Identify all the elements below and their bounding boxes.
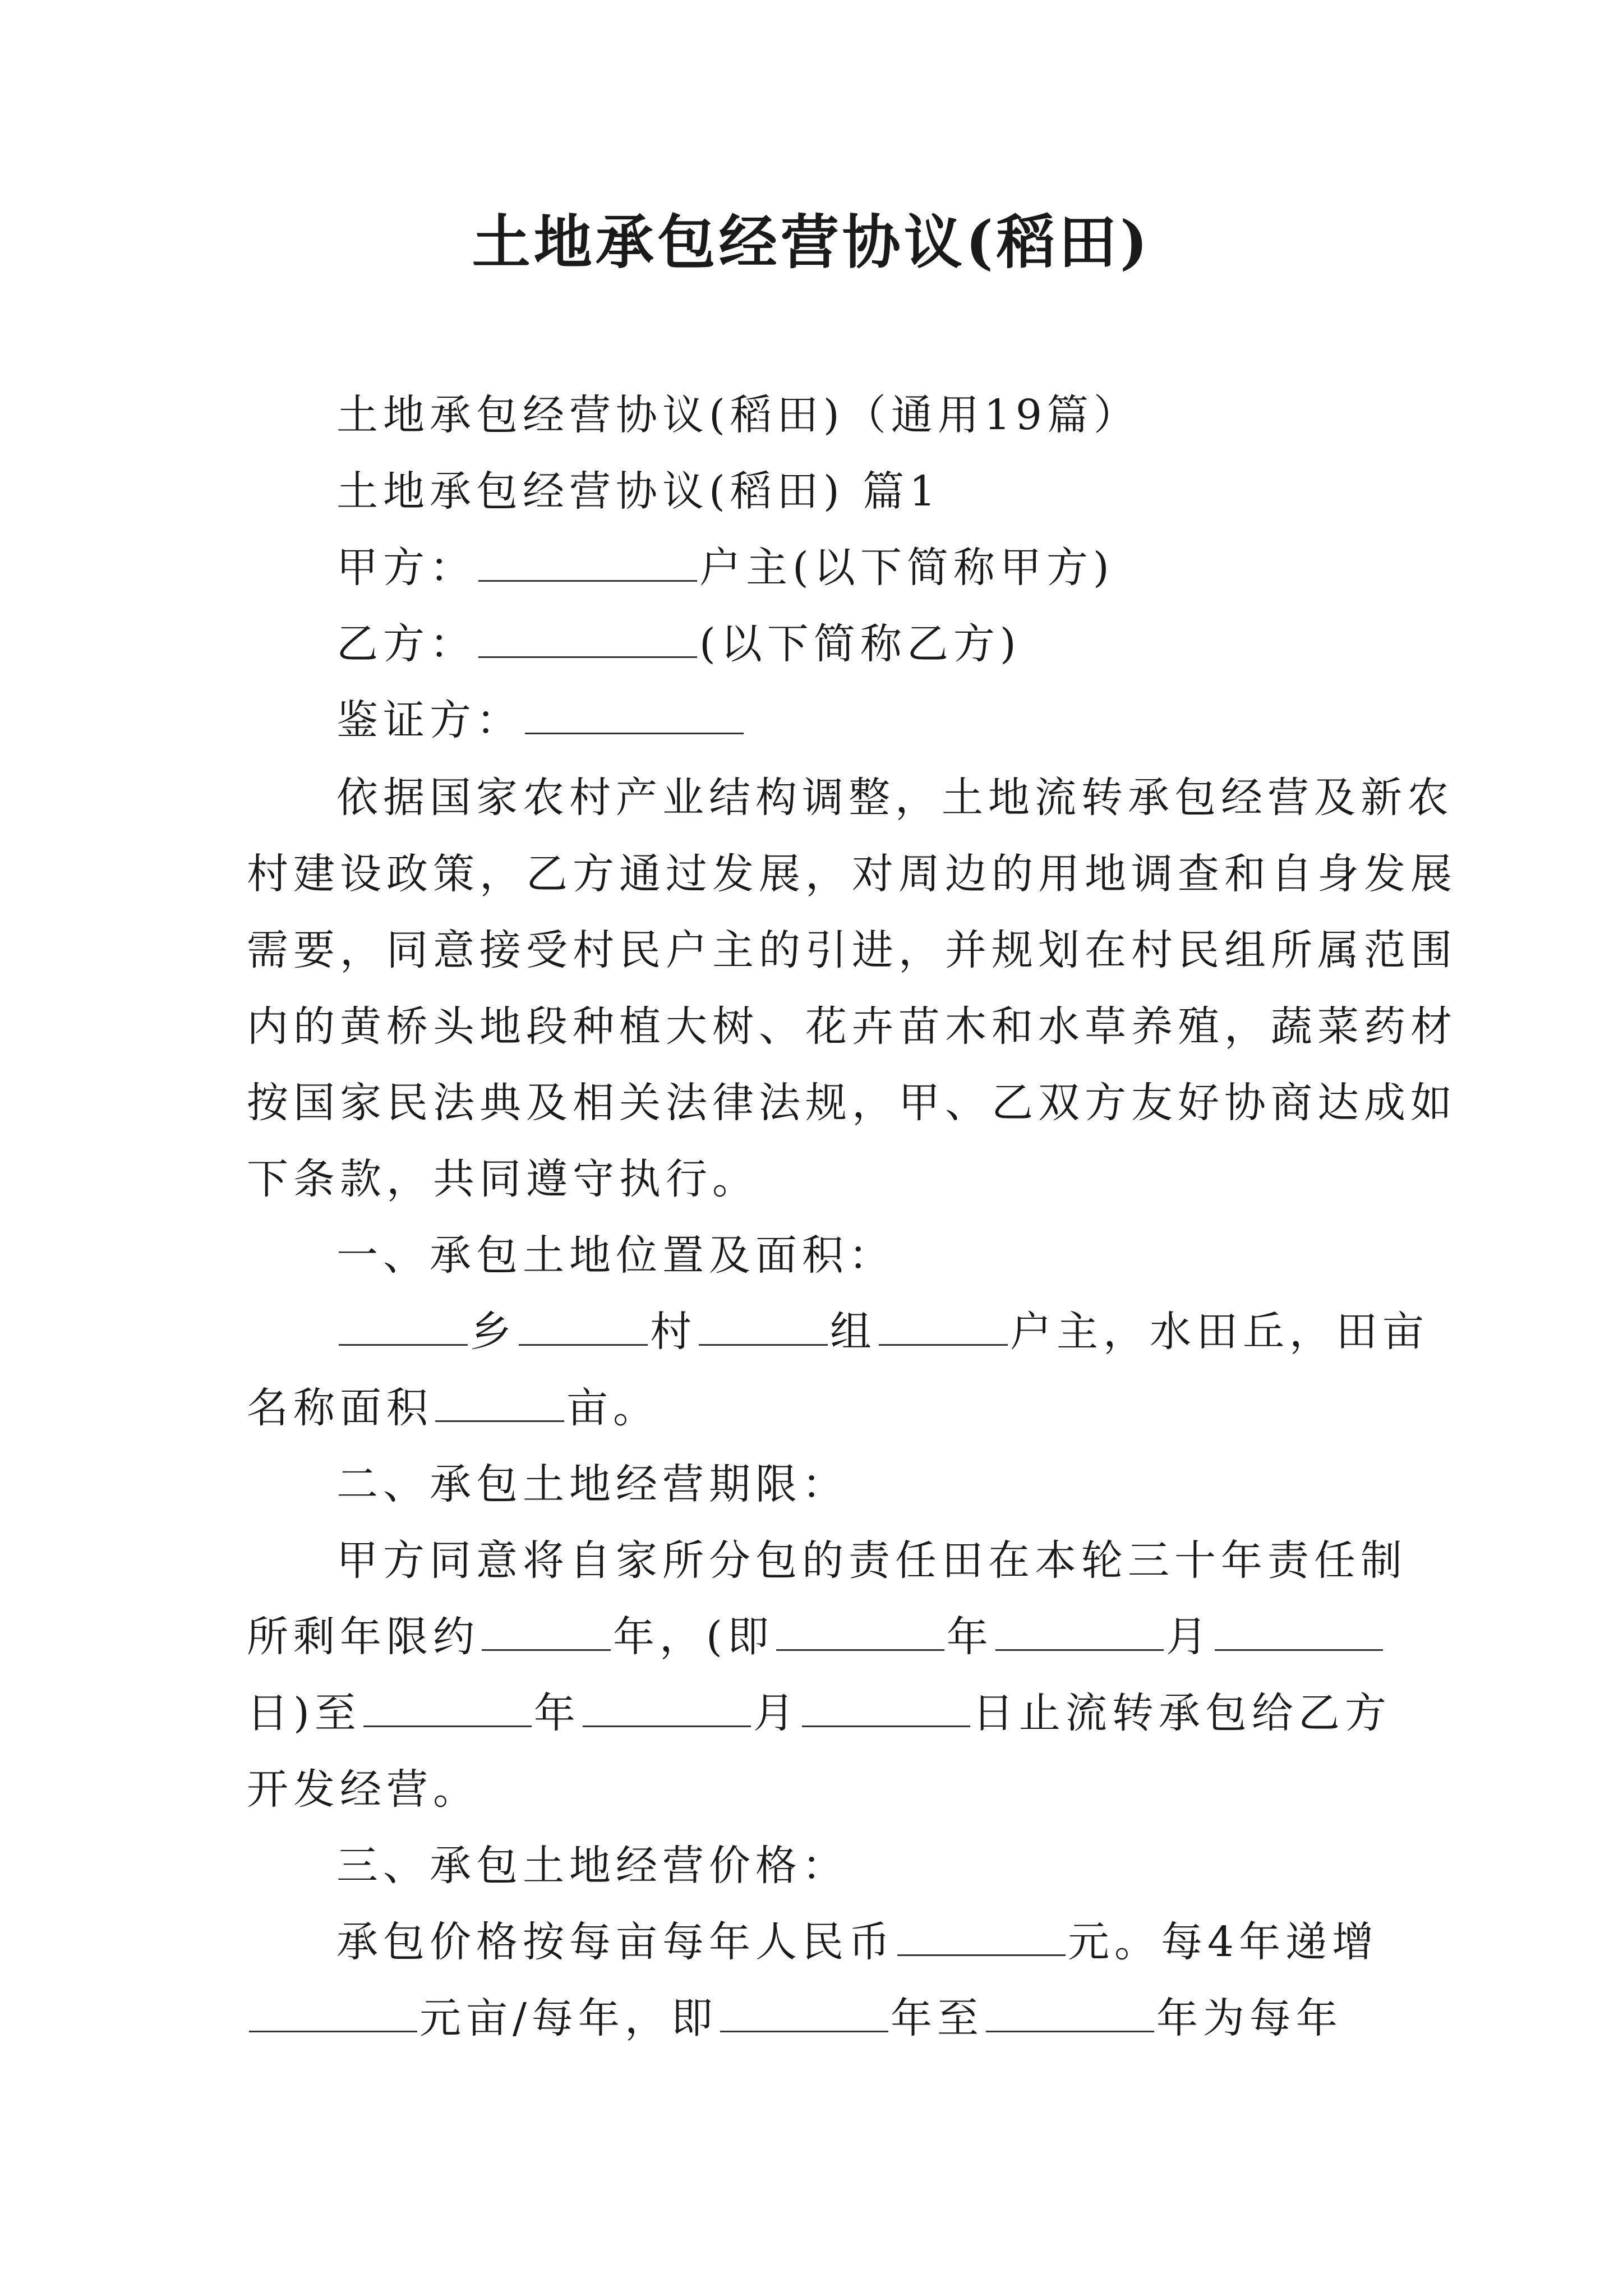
location-line bbox=[336, 1304, 1429, 1360]
paragraph-line: 需要，同意接受村民户主的引进，并规划在村民组所属范围 bbox=[247, 926, 1457, 974]
area-label: 名称面积 bbox=[247, 1384, 433, 1432]
group-label: 组 bbox=[830, 1308, 877, 1356]
party-a-blank bbox=[478, 543, 697, 582]
per-year-label: 年为每年 bbox=[1156, 1994, 1343, 2042]
term-line bbox=[247, 1609, 1391, 1665]
collection-heading: 土地承包经营协议(稻田)（通用19篇） bbox=[336, 391, 1140, 439]
year-label: 年 bbox=[946, 1613, 993, 1661]
end-year-blank bbox=[363, 1688, 532, 1727]
month-label: 月 bbox=[753, 1689, 800, 1737]
paragraph-line: 依据国家农村产业结构调整，土地流转承包经营及新农 bbox=[336, 774, 1454, 822]
party-b-suffix: (以下简称乙方) bbox=[699, 620, 1021, 668]
party-b-blank bbox=[478, 619, 697, 658]
village-label: 村 bbox=[650, 1308, 697, 1356]
article-heading: 土地承包经营协议(稻田) 篇1 bbox=[336, 467, 941, 516]
village-blank bbox=[519, 1307, 648, 1346]
term-label: 所剩年限约 bbox=[247, 1613, 479, 1661]
year-label: 年 bbox=[533, 1689, 580, 1737]
start-day-blank bbox=[1215, 1612, 1383, 1651]
month-label: 月 bbox=[1165, 1613, 1212, 1661]
to-label: 年至 bbox=[890, 1994, 984, 2042]
increase-blank bbox=[249, 1994, 417, 2032]
increase-label: 元亩/每年，即 bbox=[419, 1994, 718, 2042]
township-blank bbox=[339, 1307, 468, 1346]
area-line bbox=[247, 1380, 1391, 1436]
day-to-label: 日)至 bbox=[247, 1689, 361, 1737]
years-blank bbox=[482, 1612, 611, 1651]
party-b-line bbox=[336, 616, 1391, 672]
price-increase-line bbox=[247, 1990, 1391, 2046]
price-line bbox=[336, 1914, 1391, 1970]
start-month-blank bbox=[995, 1612, 1164, 1651]
section-heading: 二、承包土地经营期限： bbox=[336, 1460, 849, 1508]
term-end-line bbox=[247, 1685, 1391, 1741]
price-label: 承包价格按每亩每年人民币 bbox=[336, 1918, 895, 1966]
householder-blank bbox=[879, 1307, 1008, 1346]
to-year-blank bbox=[986, 1994, 1154, 2032]
from-year-blank bbox=[720, 1994, 888, 2032]
end-month-blank bbox=[583, 1688, 751, 1727]
section-heading: 三、承包土地经营价格： bbox=[336, 1842, 849, 1890]
paragraph-line: 甲方同意将自家所分包的责任田在本轮三十年责任制 bbox=[336, 1536, 1407, 1585]
price-blank bbox=[897, 1917, 1066, 1956]
paragraph-line: 下条款，共同遵守执行。 bbox=[247, 1155, 759, 1203]
term-end-text: 日止流转承包给乙方 bbox=[972, 1689, 1391, 1737]
price-increase-text: 元。每4年递增 bbox=[1068, 1918, 1379, 1966]
group-blank bbox=[699, 1307, 828, 1346]
section-heading: 一、承包土地位置及面积： bbox=[336, 1231, 895, 1280]
witness-label: 鉴证方： bbox=[336, 696, 523, 744]
party-b-label: 乙方： bbox=[336, 620, 476, 668]
witness-line bbox=[336, 692, 1391, 748]
term-text: 年，(即 bbox=[613, 1613, 774, 1661]
paragraph-line: 开发经营。 bbox=[247, 1765, 479, 1814]
end-day-blank bbox=[802, 1688, 970, 1727]
township-label: 乡 bbox=[470, 1308, 517, 1356]
party-a-line bbox=[336, 540, 1391, 596]
start-year-blank bbox=[776, 1612, 944, 1651]
paragraph-line: 村建设政策，乙方通过发展，对周边的用地调查和自身发展 bbox=[247, 850, 1457, 898]
party-a-suffix: 户主(以下简称甲方) bbox=[699, 544, 1114, 592]
area-unit: 亩。 bbox=[566, 1384, 660, 1432]
party-a-label: 甲方： bbox=[336, 544, 476, 592]
area-blank bbox=[435, 1383, 564, 1422]
document-title: 土地承包经营协议(稻田) bbox=[472, 208, 1151, 277]
paragraph-line: 内的黄桥头地段种植大树、花卉苗木和水草养殖，蔬菜药材 bbox=[247, 1002, 1457, 1051]
householder-label: 户主，水田丘，田亩 bbox=[1010, 1308, 1429, 1356]
witness-blank bbox=[525, 696, 744, 734]
paragraph-line: 按国家民法典及相关法律法规，甲、乙双方友好协商达成如 bbox=[247, 1079, 1457, 1127]
